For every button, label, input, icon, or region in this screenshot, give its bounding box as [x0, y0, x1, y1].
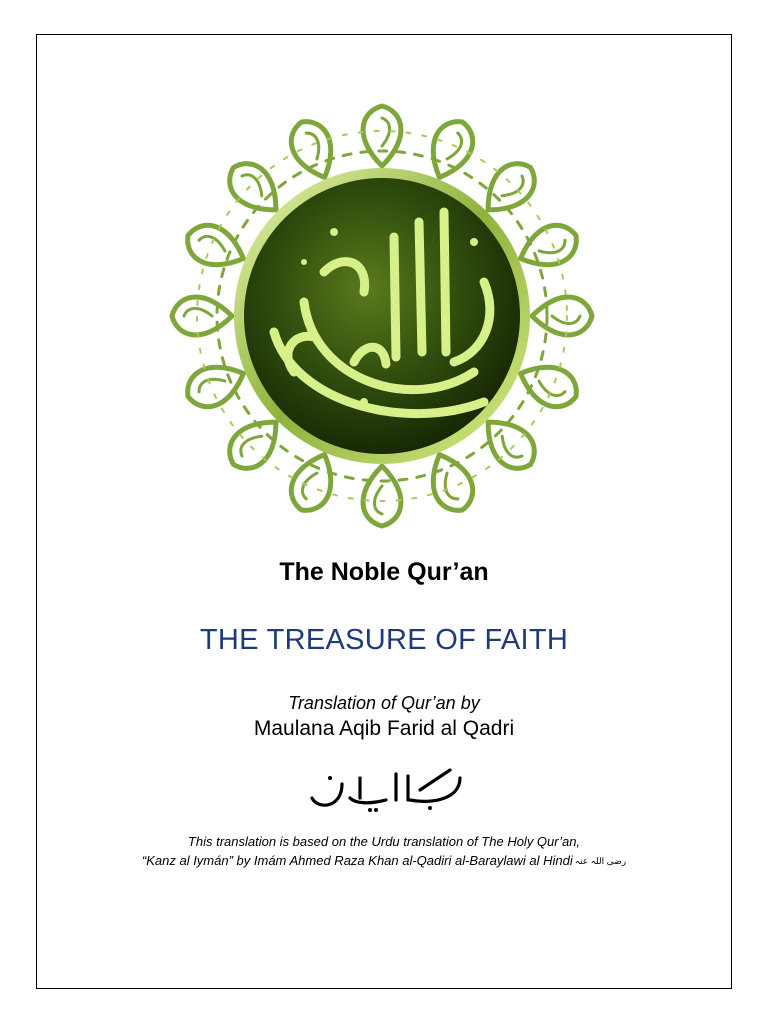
- source-note-line1: This translation is based on the Urdu translation of The Holy Qur’an,: [187, 834, 581, 849]
- kanz-al-iman-calligraphy-logo: [300, 764, 470, 816]
- book-title: The Noble Qur’an: [279, 558, 489, 586]
- honorific-glyph: رضی اللہ عنہ: [574, 856, 627, 867]
- book-subtitle: THE TREASURE OF FAITH: [199, 624, 569, 656]
- source-note-line2: “Kanz al Iymán” by Imám Ahmed Raza Khan al-Qadiri al-Baraylawi al Hindi رضی اللہ عنہ: [141, 853, 627, 868]
- translator-name: Maulana Aqib Farid al Qadri: [253, 717, 515, 740]
- quran-emblem-logo: [154, 102, 610, 532]
- translation-byline: Translation of Qur’an by: [288, 693, 480, 713]
